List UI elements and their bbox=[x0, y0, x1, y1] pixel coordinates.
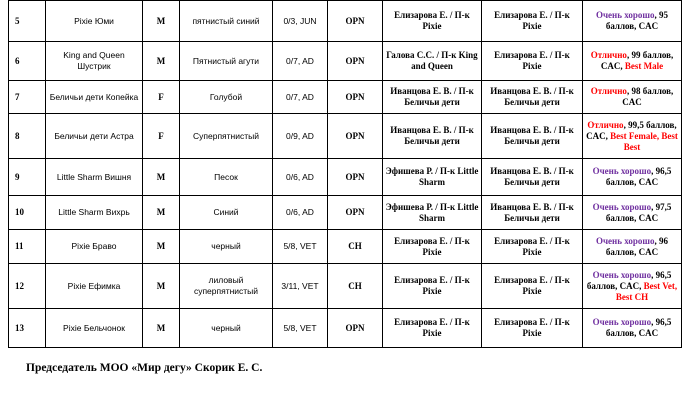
cell-result bbox=[583, 264, 682, 309]
cell-color: Песок bbox=[180, 159, 273, 196]
chairman-signature-line: Председатель МОО «Мир дегу» Скорик Е. С. bbox=[26, 362, 263, 374]
result-segment: , 96,5 баллов, CAC, bbox=[586, 269, 672, 291]
cell-animal-name: Pixie Бельчонок bbox=[46, 309, 143, 348]
table-row bbox=[9, 81, 682, 114]
cell-owner: Елизарова Е. / П-к Pixie bbox=[482, 309, 583, 348]
cell-result bbox=[583, 230, 682, 264]
cell-sex: M bbox=[143, 230, 180, 264]
table-row bbox=[9, 159, 682, 196]
cell-age: 0/7, AD bbox=[273, 42, 328, 81]
result-segment: , 99 баллов, CAC, bbox=[600, 50, 674, 71]
cell-animal-name: Беличьи дети Копейка bbox=[46, 81, 143, 114]
cell-age: 5/8, VET bbox=[273, 230, 328, 264]
cell-age: 3/11, VET bbox=[273, 264, 328, 309]
result-segment: , 98 баллов, CAC bbox=[622, 86, 674, 107]
cell-owner: Иванцова Е. В. / П-к Беличьи дети bbox=[482, 196, 583, 230]
result-segment: , 99,5 баллов, CAC, bbox=[586, 119, 677, 141]
cell-color: лиловый суперпятнистый bbox=[180, 264, 273, 309]
result-segment: , 97,5 баллов, CAC bbox=[605, 201, 672, 223]
cell-animal-name: Pixie Браво bbox=[46, 230, 143, 264]
table-row bbox=[9, 264, 682, 309]
result-segment: , 96,5 баллов, CAC bbox=[605, 166, 672, 187]
cell-breeder: Елизарова Е. / П-к Pixie bbox=[383, 264, 482, 309]
cell-sex: M bbox=[143, 42, 180, 81]
cell-sex: M bbox=[143, 1, 180, 42]
cell-result bbox=[583, 159, 682, 196]
result-segment: Очень хорошо bbox=[592, 317, 652, 327]
table-row bbox=[9, 230, 682, 264]
cell-age: 0/6, AD bbox=[273, 196, 328, 230]
cell-class: OPN bbox=[328, 159, 383, 196]
cell-result bbox=[583, 1, 682, 42]
table-row bbox=[9, 114, 682, 159]
cell-color: Голубой bbox=[180, 81, 273, 114]
cell-number: 5 bbox=[9, 1, 46, 42]
cell-age: 0/9, AD bbox=[273, 114, 328, 159]
cell-number: 9 bbox=[9, 159, 46, 196]
result-segment: Очень хорошо bbox=[595, 235, 655, 246]
cell-breeder: Галова С.С. / П-к King and Queen bbox=[383, 42, 482, 81]
cell-class: CH bbox=[328, 264, 383, 309]
result-segment: Best Vet, Best CH bbox=[615, 280, 678, 302]
cell-sex: F bbox=[143, 114, 180, 159]
cell-class: OPN bbox=[328, 196, 383, 230]
cell-class: OPN bbox=[328, 114, 383, 159]
cell-age: 5/8, VET bbox=[273, 309, 328, 348]
cell-number: 6 bbox=[9, 42, 46, 81]
cell-color: Пятнистый агути bbox=[180, 42, 273, 81]
cell-number: 7 bbox=[9, 81, 46, 114]
cell-owner: Елизарова Е. / П-к Pixie bbox=[482, 42, 583, 81]
cell-color: Суперпятнистый bbox=[180, 114, 273, 159]
result-segment: Очень хорошо bbox=[592, 201, 652, 212]
cell-breeder: Елизарова Е. / П-к Pixie bbox=[383, 1, 482, 42]
cell-class: OPN bbox=[328, 42, 383, 81]
result-segment: , 96,5 баллов, CAC bbox=[605, 317, 672, 338]
cell-class: CH bbox=[328, 230, 383, 264]
result-segment: Очень хорошо bbox=[595, 10, 655, 20]
result-segment: Отлично bbox=[590, 50, 627, 60]
cell-animal-name: Little Sharm Вишня bbox=[46, 159, 143, 196]
cell-result bbox=[583, 309, 682, 348]
result-segment: Очень хорошо bbox=[592, 166, 652, 176]
results-table-body bbox=[9, 1, 682, 348]
cell-breeder: Елизарова Е. / П-к Pixie bbox=[383, 309, 482, 348]
cell-number: 8 bbox=[9, 114, 46, 159]
result-segment: Очень хорошо bbox=[592, 269, 652, 280]
cell-class: OPN bbox=[328, 309, 383, 348]
result-segment: Best Male bbox=[624, 61, 664, 71]
result-segment: Best Female, Best Best bbox=[610, 130, 678, 152]
cell-breeder: Эфишева Р. / П-к Little Sharm bbox=[383, 196, 482, 230]
table-row bbox=[9, 309, 682, 348]
result-segment: , 96 баллов, CAC bbox=[605, 235, 669, 257]
cell-color: Синий bbox=[180, 196, 273, 230]
cell-owner: Иванцова Е. В. / П-к Беличьи дети bbox=[482, 114, 583, 159]
cell-age: 0/6, AD bbox=[273, 159, 328, 196]
cell-number: 10 bbox=[9, 196, 46, 230]
table-row bbox=[9, 42, 682, 81]
cell-result bbox=[583, 114, 682, 159]
cell-color: черный bbox=[180, 309, 273, 348]
table-row bbox=[9, 196, 682, 230]
cell-breeder: Елизарова Е. / П-к Pixie bbox=[383, 230, 482, 264]
cell-result bbox=[583, 42, 682, 81]
cell-age: 0/3, JUN bbox=[273, 1, 328, 42]
cell-animal-name: Pixie Ефимка bbox=[46, 264, 143, 309]
cell-result bbox=[583, 81, 682, 114]
cell-sex: M bbox=[143, 196, 180, 230]
cell-sex: M bbox=[143, 309, 180, 348]
cell-color: пятнистый синий bbox=[180, 1, 273, 42]
result-segment: Отлично bbox=[587, 119, 624, 130]
cell-animal-name: Pixie Юми bbox=[46, 1, 143, 42]
cell-animal-name: Беличьи дети Астра bbox=[46, 114, 143, 159]
cell-class: OPN bbox=[328, 1, 383, 42]
cell-owner: Елизарова Е. / П-к Pixie bbox=[482, 230, 583, 264]
cell-owner: Елизарова Е. / П-к Pixie bbox=[482, 1, 583, 42]
cell-age: 0/7, AD bbox=[273, 81, 328, 114]
cell-animal-name: King and Queen Шустрик bbox=[46, 42, 143, 81]
cell-sex: M bbox=[143, 159, 180, 196]
result-segment: , 95 баллов, CAC bbox=[605, 10, 669, 31]
table-row bbox=[9, 1, 682, 42]
cell-sex: F bbox=[143, 81, 180, 114]
cell-class: OPN bbox=[328, 81, 383, 114]
cell-breeder: Иванцова Е. В. / П-к Беличьи дети bbox=[383, 114, 482, 159]
cell-owner: Иванцова Е. В. / П-к Беличьи дети bbox=[482, 81, 583, 114]
cell-number: 11 bbox=[9, 230, 46, 264]
cell-number: 13 bbox=[9, 309, 46, 348]
cell-animal-name: Little Sharm Вихрь bbox=[46, 196, 143, 230]
cell-result bbox=[583, 196, 682, 230]
cell-sex: M bbox=[143, 264, 180, 309]
cell-color: черный bbox=[180, 230, 273, 264]
cell-breeder: Эфишева Р. / П-к Little Sharm bbox=[383, 159, 482, 196]
cell-owner: Иванцова Е. В. / П-к Беличьи дети bbox=[482, 159, 583, 196]
cell-number: 12 bbox=[9, 264, 46, 309]
result-segment: Отлично bbox=[590, 86, 627, 96]
cell-owner: Елизарова Е. / П-к Pixie bbox=[482, 264, 583, 309]
cell-breeder: Иванцова Е. В. / П-к Беличьи дети bbox=[383, 81, 482, 114]
results-table bbox=[8, 0, 682, 348]
